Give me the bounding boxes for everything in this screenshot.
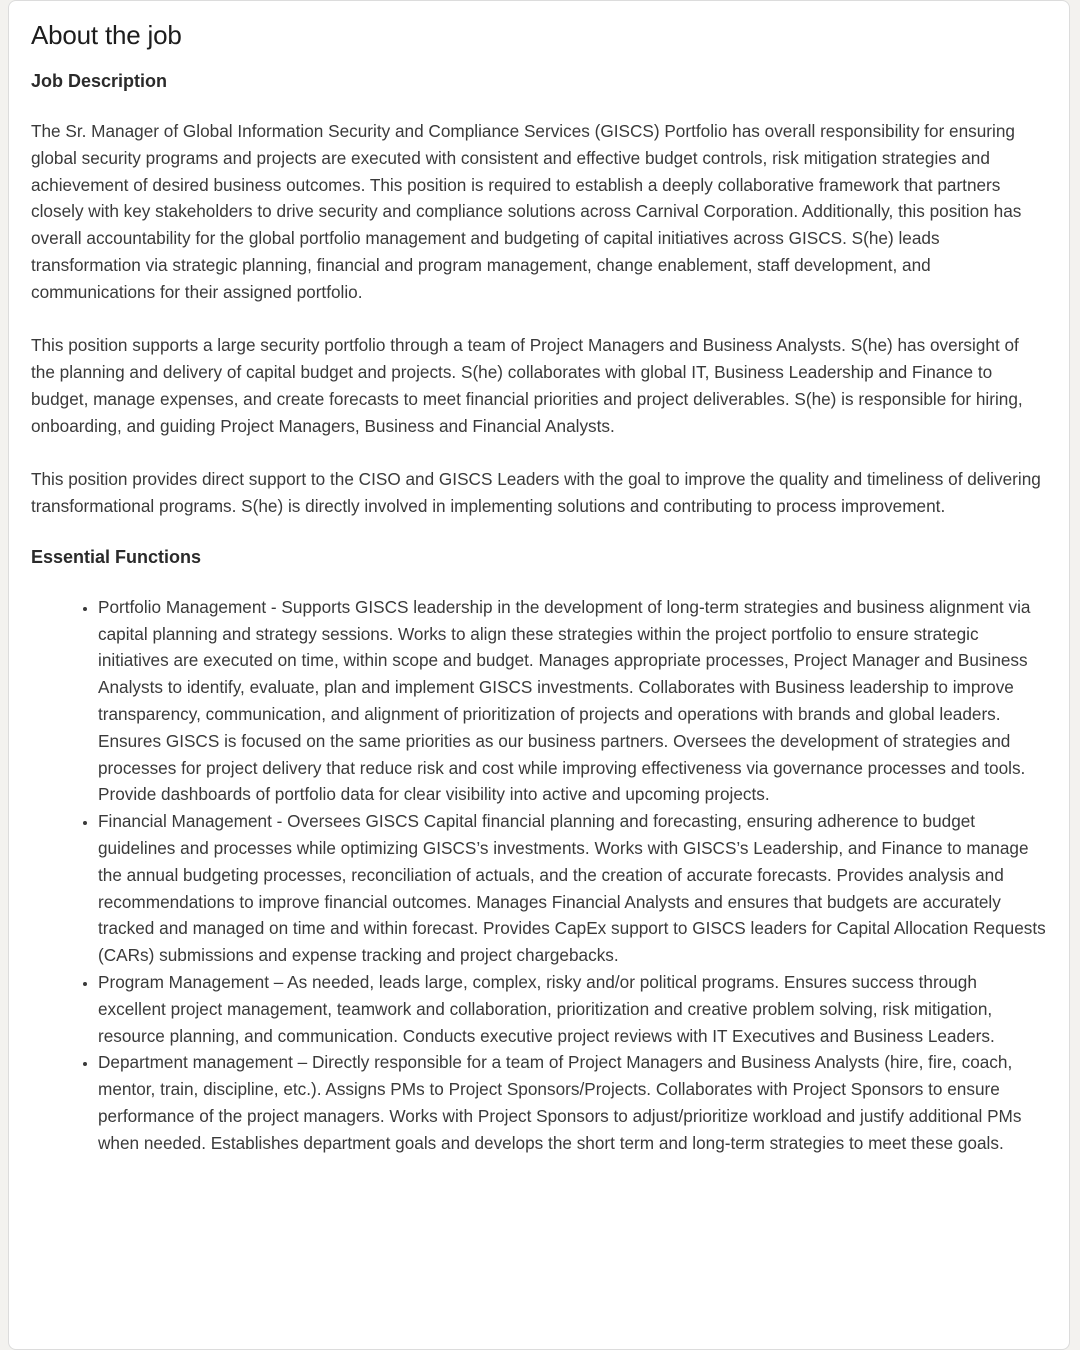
essential-functions-list [31, 594, 1046, 1157]
list-item: • Department management – Directly responsible for a team of Project Managers and Business Analysts (hire, fire, coach, mentor, train, discipline, etc.). Assigns PMs to Project Sponsors/Projects. Collaborates with Project Sponsors to ensure performance of the project managers. Works with Project Sponsors to adjust/prioritize workload and justify additional PMs when needed. Establishes department goals and develops the short term and long-term strategies to meet these goals. [98, 1049, 1046, 1156]
essential-functions-heading: Essential Functions [31, 546, 202, 567]
job-description-content [31, 15, 1046, 1156]
section-title: About the job [31, 20, 182, 50]
list-item: • Financial Management - Oversees GISCS Capital financial planning and forecasting, ensuring adherence to budget guidelines and processes while optimizing GISCS’s investments. Works with GISCS’s Leadership, and Finance to manage the annual budgeting processes, reconciliation of actuals, and the creation of accurate forecasts. Provides analysis and recommendations to improve financial outcomes. Manages Financial Analysts and ensures that budgets are accurately tracked and managed on time and within forecast. Provides CapEx support to GISCS leaders for Capital Allocation Requests (CARs) submissions and expense tracking and project chargebacks. [98, 808, 1046, 969]
about-the-job-card [8, 0, 1070, 1350]
list-item: • Program Management – As needed, leads large, complex, risky and/or political programs. Ensures success through excellent project management, teamwork and collaboration, prioritization and creative problem solving, risk mitigation, resource planning, and communication. Conducts executive project reviews with IT Executives and Business Leaders. [98, 969, 1046, 1049]
list-item: • Portfolio Management - Supports GISCS leadership in the development of long-term strategies and business alignment via capital planning and strategy sessions. Works to align these strategies within the project portfolio to ensure strategic initiatives are executed on time, within scope and budget. Manages appropriate processes, Project Manager and Business Analysts to identify, evaluate, plan and implement GISCS investments. Collaborates with Business leadership to improve transparency, communication, and alignment of prioritization of projects and operations with brands and global leaders. Ensures GISCS is focused on the same priorities as our business partners. Oversees the development of strategies and processes for project delivery that reduce risk and cost while improving effectiveness via governance processes and tools. Provide dashboards of portfolio data for clear visibility into active and upcoming projects. [98, 594, 1046, 808]
description-paragraph: The Sr. Manager of Global Information Security and Compliance Services (GISCS) Portfolio has overall responsibility for ensuring global security programs and projects are executed with consistent and effective budget controls, risk mitigation strategies and achievement of desired business outcomes. This position is required to establish a deeply collaborative framework that partners closely with key stakeholders to drive security and compliance solutions across Carnival Corporation. Additionally, this position has overall accountability for the global portfolio management and budgeting of capital initiatives across GISCS. S(he) leads transformation via strategic planning, financial and program management, change enablement, staff development, and communications for their assigned portfolio. [31, 121, 1022, 302]
job-description-heading: Job Description [31, 71, 168, 91]
description-paragraph: This position supports a large security portfolio through a team of Project Managers and Business Analysts. S(he) has oversight of the planning and delivery of capital budget and projects. S(he) collaborates with global IT, Business Leadership and Finance to budget, manage expenses, and create forecasts to meet financial priorities and project deliverables. S(he) is responsible for hiring, onboarding, and guiding Project Managers, Business and Financial Analysts. [31, 335, 1023, 436]
description-paragraph: This position provides direct support to the CISO and GISCS Leaders with the goal to improve the quality and timeliness of delivering transformational programs. S(he) is directly involved in implementing solutions and contributing to process improvement. [31, 469, 1041, 517]
